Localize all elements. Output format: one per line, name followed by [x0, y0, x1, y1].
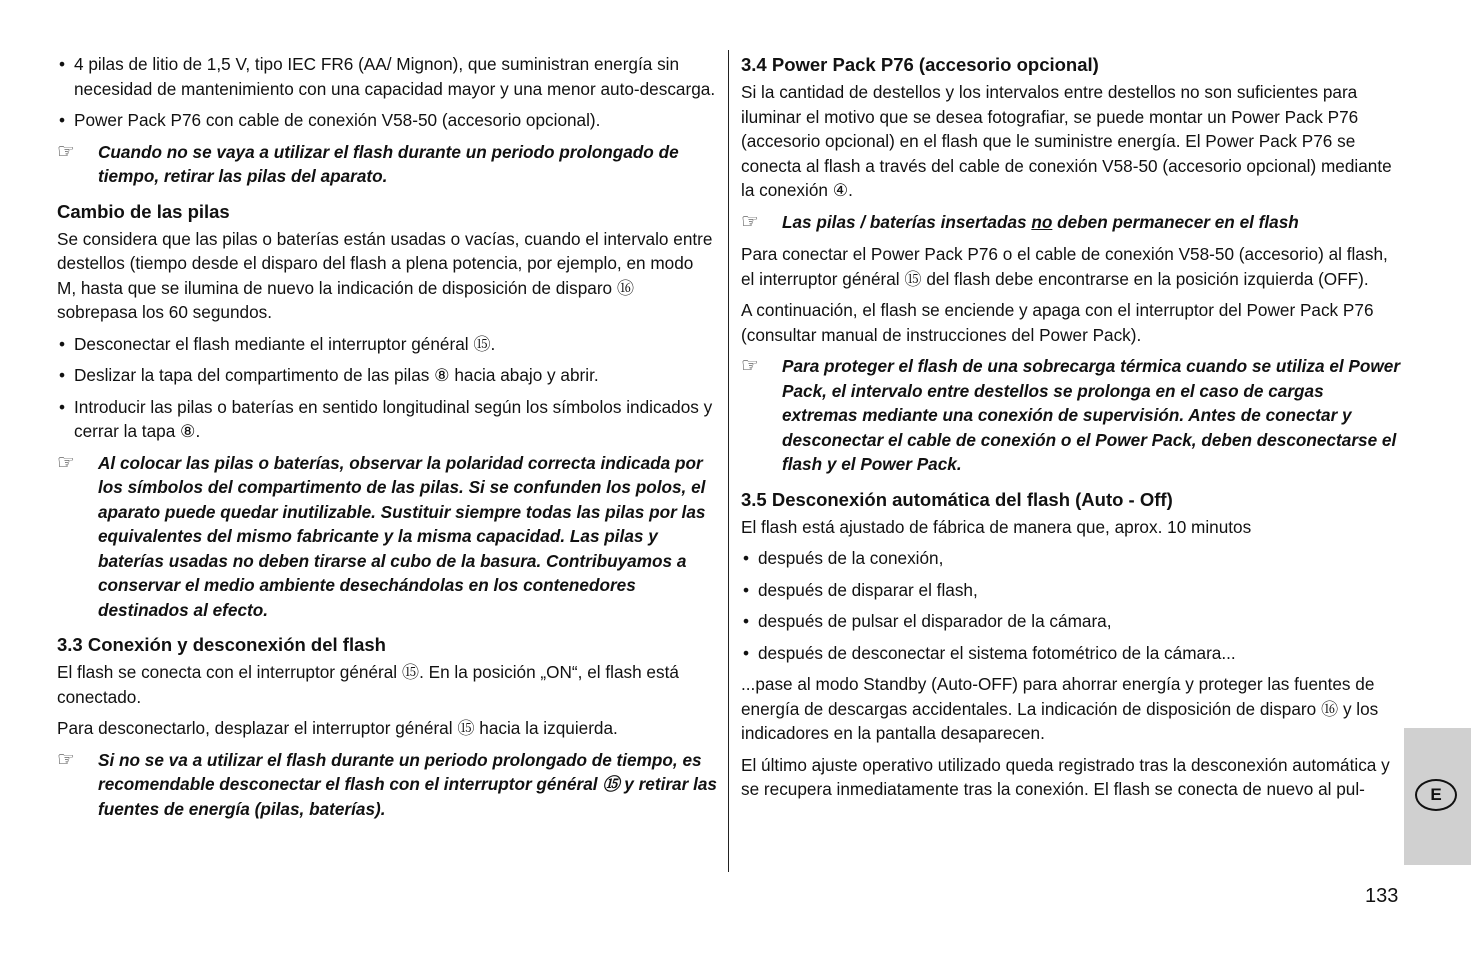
section-heading: 3.3 Conexión y desconexión del flash: [57, 634, 386, 655]
note-block: [741, 210, 1403, 235]
paragraph: El flash se conecta con el interruptor général ⑮. En la posición „ON“, el flash está conectado.: [57, 662, 679, 707]
note-text: Para proteger el flash de una sobrecarga térmica cuando se utiliza el Power Pack, el intervalo entre destellos se prolonga en el caso de cargas extremas mediante una conexión de supervisión. Antes de conectar y desconectar el cable de conexión o el Power Pack, deben desconectarse el flash y el Power Pack.: [782, 356, 1401, 474]
column-divider: [728, 50, 729, 872]
list-item: • Introducir las pilas o baterías en sentido longitudinal según los símbolos indicados y cerrar la tapa ⑧.: [57, 395, 717, 444]
list-item: • después de disparar el flash,: [741, 578, 1403, 603]
list-item: • 4 pilas de litio de 1,5 V, tipo IEC FR6 (AA/ Mignon), que suministran energía sin necesidad de mantenimiento con una capacidad mayor y una menor auto-descarga.: [57, 52, 717, 101]
list-item: • Desconectar el flash mediante el interruptor général ⑮.: [57, 332, 717, 357]
list-item: • después de desconectar el sistema fotométrico de la cámara...: [741, 641, 1403, 666]
note-text: Al colocar las pilas o baterías, observar la polaridad correcta indicada por los símbolos del compartimento de las pilas. Si se confunden los polos, el aparato puede quedar inutilizable. Sustituir siempre todas las pilas por las equivalentes del mismo fabricante y la misma capacidad. Las pilas y baterías usadas no deben tirarse al cubo de la basura. Contribuyamos a conservar el medio ambiente desechándolas en los contenedores destinados al efecto.: [98, 452, 706, 620]
paragraph: A continuación, el flash se enciende y apaga con el interruptor del Power Pack P76 (consultar manual de instrucciones del Power Pack).: [741, 300, 1374, 345]
paragraph: El flash está ajustado de fábrica de manera que, aprox. 10 minutos: [741, 516, 1252, 537]
language-tab: [1404, 728, 1471, 865]
note-text: Si no se va a utilizar el flash durante un periodo prolongado de tiempo, es recomendable desconectar el flash con el interruptor général ⑮ y retirar las fuentes de energía (pilas, baterías).: [98, 749, 717, 819]
note-block: [741, 354, 1403, 477]
paragraph: ...pase al modo Standby (Auto-OFF) para ahorrar energía y proteger las fuentes de energía de descargas accidentales. La indicación de disposición de disparo ⑯ y los indicadores en la pantalla desaparecen.: [741, 674, 1379, 743]
section-heading: Cambio de las pilas: [57, 200, 230, 222]
pointing-hand-icon: ☞: [57, 451, 75, 474]
note-block: [57, 748, 717, 822]
section-heading: 3.5 Desconexión automática del flash (Auto - Off): [741, 488, 1173, 510]
pointing-hand-icon: ☞: [57, 748, 75, 771]
left-column: [57, 52, 717, 829]
note-text-pre: Las pilas / baterías insertadas: [782, 211, 1032, 232]
paragraph: Si la cantidad de destellos y los intervalos entre destellos no son suficientes para iluminar el motivo que se desea fotografiar, se puede montar un Power Pack P76 (accesorio opcional) en el flash que le suministre energía. El Power Pack P76 se conecta al flash a través del cable de conexión V58-50 (accesorio opcional) mediante la conexión ④.: [741, 82, 1392, 200]
note-text: Cuando no se vaya a utilizar el flash durante un periodo prolongado de tiempo, retirar las pilas del aparato.: [98, 141, 679, 186]
pointing-hand-icon: ☞: [57, 140, 75, 163]
paragraph: El último ajuste operativo utilizado queda registrado tras la desconexión automática y se recupera inmediatamente tras la conexión. El flash se conecta de nuevo al pul-: [741, 754, 1390, 799]
page-number: 133: [1365, 885, 1399, 907]
note-text-underlined: no: [1031, 211, 1053, 232]
note-text-post: deben permanecer en el flash: [1052, 211, 1299, 232]
right-column: [741, 52, 1403, 809]
list-item: • después de la conexión,: [741, 546, 1403, 571]
section-heading: 3.4 Power Pack P76 (accesorio opcional): [741, 54, 1099, 75]
note-block: [57, 140, 717, 189]
pointing-hand-icon: ☞: [741, 355, 759, 377]
paragraph: Se considera que las pilas o baterías están usadas o vacías, cuando el intervalo entre destellos (tiempo desde el disparo del flash a plena potencia, por ejemplo, en modo M, hasta que se ilumina de nuevo la indicación de disposición de disparo ⑯ sobrepasa los 60 segundos.: [57, 228, 713, 322]
paragraph: Para desconectarlo, desplazar el interruptor général ⑮ hacia la izquierda.: [57, 718, 618, 738]
paragraph: Para conectar el Power Pack P76 o el cable de conexión V58-50 (accesorio) al flash, el interruptor général ⑮ del flash debe encontrarse en la posición izquierda (OFF).: [741, 244, 1388, 289]
language-letter: E: [1415, 779, 1457, 811]
list-item: • después de pulsar el disparador de la cámara,: [741, 609, 1403, 634]
pointing-hand-icon: ☞: [741, 210, 759, 233]
list-item: • Power Pack P76 con cable de conexión V58-50 (accesorio opcional).: [57, 108, 717, 133]
list-item: • Deslizar la tapa del compartimento de las pilas ⑧ hacia abajo y abrir.: [57, 363, 717, 388]
note-block: [57, 451, 717, 623]
